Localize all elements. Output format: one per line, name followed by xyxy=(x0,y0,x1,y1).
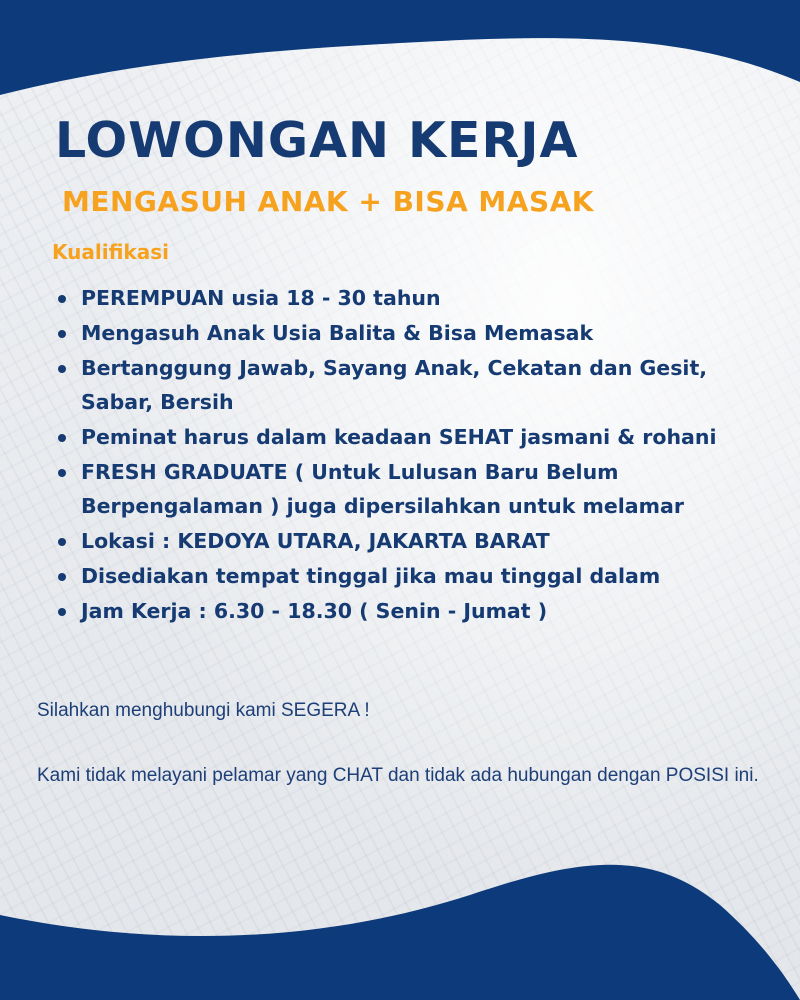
page-title: LOWONGAN KERJA xyxy=(55,112,579,169)
bullet-icon xyxy=(58,434,66,442)
bottom-wave-shape xyxy=(0,865,800,1000)
job-subtitle: MENGASUH ANAK + BISA MASAK xyxy=(62,185,594,218)
bullet-icon xyxy=(58,330,66,338)
list-item xyxy=(50,594,770,628)
list-item xyxy=(50,420,770,454)
list-item-text: PEREMPUAN usia 18 - 30 tahun xyxy=(81,286,441,310)
list-item xyxy=(50,281,770,315)
bullet-icon xyxy=(58,538,66,546)
bullet-icon xyxy=(58,365,66,373)
list-item-text: Lokasi : KEDOYA UTARA, JAKARTA BARAT xyxy=(81,529,550,554)
list-item-text: Disediakan tempat tinggal jika mau tinggal dalam xyxy=(81,564,661,589)
top-wave-shape xyxy=(0,0,800,95)
list-item xyxy=(50,524,770,558)
qualifications-list xyxy=(50,281,770,629)
list-item-text: Bertanggung Jawab, Sayang Anak, Cekatan dan Gesit, Sabar, Bersih xyxy=(81,355,708,415)
list-item xyxy=(50,559,770,593)
list-item xyxy=(50,316,770,350)
list-item-text: Mengasuh Anak Usia Balita & Bisa Memasak xyxy=(81,320,594,345)
list-item-text: Peminat harus dalam keadaan SEHAT jasmani & rohani xyxy=(81,425,717,450)
bullet-icon xyxy=(58,573,66,581)
list-item xyxy=(50,351,770,420)
disclaimer-text: Kami tidak melayani pelamar yang CHAT dan tidak ada hubungan dengan POSISI ini. xyxy=(37,765,759,786)
bullet-icon xyxy=(58,608,66,616)
contact-text: Silahkan menghubungi kami SEGERA ! xyxy=(37,700,370,721)
qualifications-label: Kualifikasi xyxy=(52,240,169,264)
list-item-text: Jam Kerja : 6.30 - 18.30 ( Senin - Jumat ) xyxy=(81,599,548,624)
list-item-text: FRESH GRADUATE ( Untuk Lulusan Baru Belum Berpengalaman ) juga dipersilahkan untuk melamar xyxy=(81,460,684,519)
list-item xyxy=(50,455,770,524)
bullet-icon xyxy=(58,469,66,477)
bullet-icon xyxy=(58,295,66,303)
